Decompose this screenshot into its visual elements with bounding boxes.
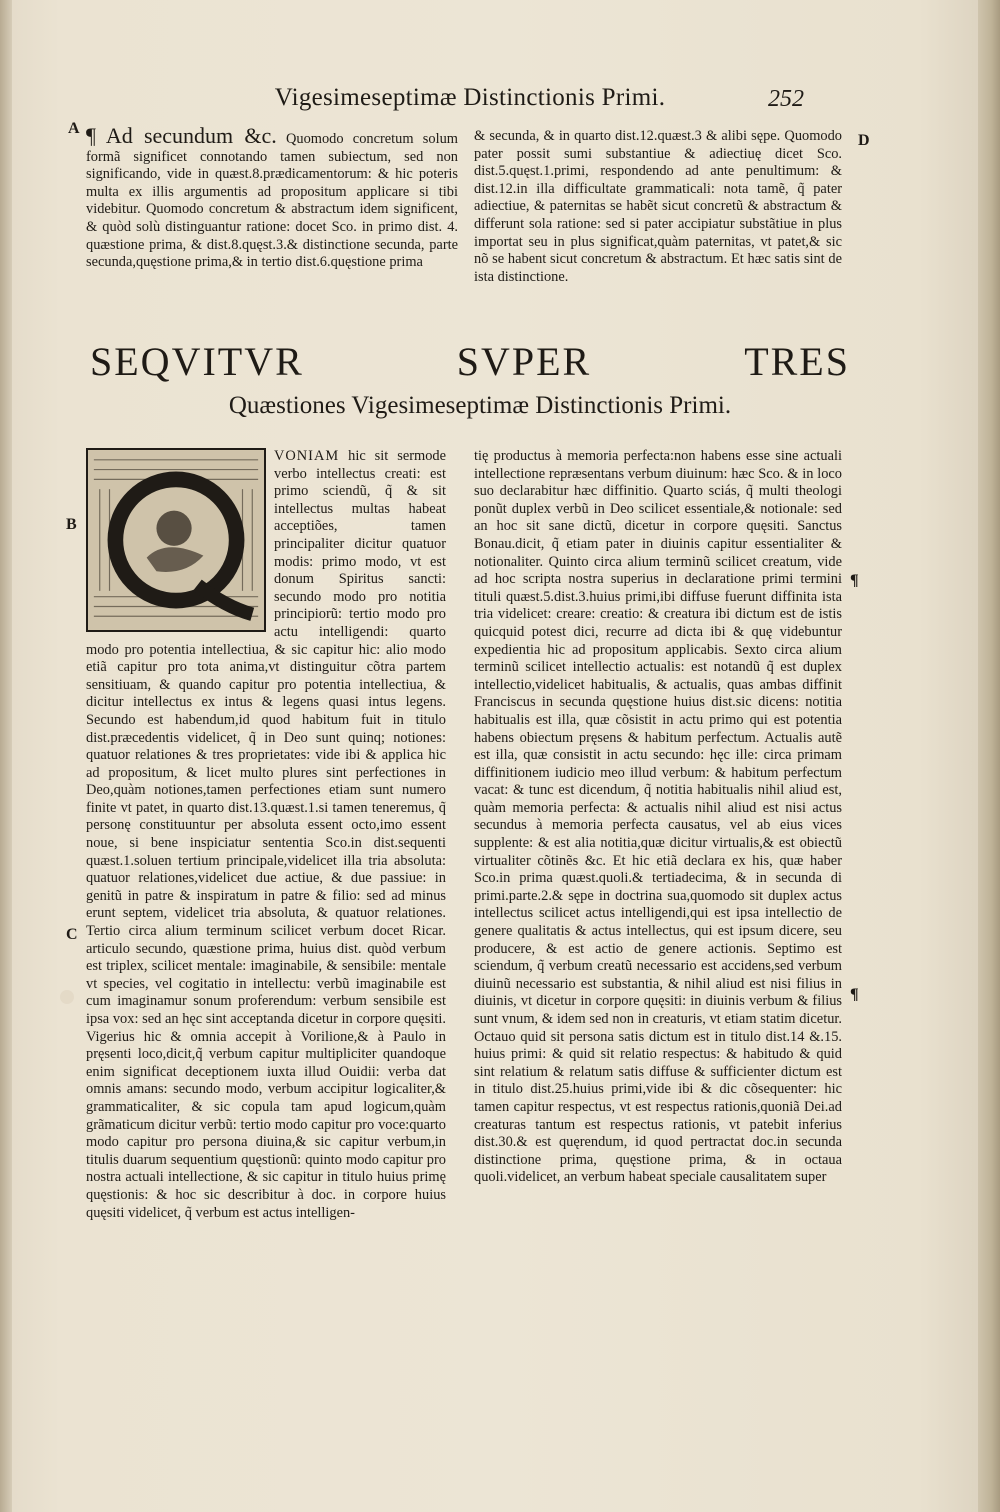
margin-mark-d: D	[858, 132, 870, 149]
margin-mark-b: B	[66, 516, 77, 533]
page-fore-edge	[978, 0, 1000, 1512]
banner-word: SVPER	[456, 339, 592, 384]
opening-word: VONIAM	[274, 448, 340, 464]
page-gutter	[0, 0, 12, 1512]
paragraph-text: & secunda, & in quarto dist.12.quæst.3 & alibi sępe. Quomodo pater possit sumi substantiue & adiectiuę dicet Sco. dist.5.quęst.1.primi, respondendo ad ante penultimum: & dist.12.in illa difficultate grammaticali: nota tamẽ, q̃ pater adiectiue, & paternitas se habẽt sicut concretũ & abstractum & differunt sola ratione: sed si pater accipiatur substãtiue in plus importat seu in plus significat,quàm paternitas, vt patet,& sic nõ se habent sicut concretum & abstractum. Et hæc satis sint de ista distinctione.	[474, 128, 842, 285]
banner-word: SEQVITVR	[90, 339, 304, 384]
margin-mark-pilcrow: ¶	[850, 986, 859, 1003]
paragraph-text: Quomodo concretum solum formã significet connotando tamen subiectum, sed non significando, vide in quæst.8.prædicamentorum: & hic poteris multa ex illis argumentis ad propositum applicare si tibi videbitur. Quomodo concretum & abstractum idem significent, & quòd solù distinguantur ratione: docet Sco. in primo dist. 4. quæstione prima, & dist.8.quęst.3.& distinctione secunda, parte secunda,quęstione prima,& in tertio dist.6.quęstione prima	[86, 131, 458, 271]
decorated-initial	[86, 448, 266, 632]
section-banner	[90, 338, 850, 385]
section-heading: Ad secundum &c.	[105, 123, 277, 148]
pilcrow-icon: ¶	[86, 123, 106, 148]
woodcut-initial-icon	[88, 450, 264, 630]
top-right-column	[474, 128, 842, 286]
section-subtitle: Quæstiones Vigesimeseptimæ Distinctionis Primi.	[228, 392, 732, 419]
banner-word: TRES	[744, 339, 850, 384]
body-text: hic sit sermode verbo intellectus creati: est primo sciendũ, q̃ & sit intellectus multas habeat acceptiões, tamen principaliter dicitur quatuor modis: primo modo, vt est donum Spiritus sancti: secundo modo pro notitia principiorũ: tertio modo pro actu intelligendi: quarto modo pro potentia intellectiua, & sic capitur hic: alio modo etiã capitur pro tota anima,vt distinguitur cõtra partem sensitiuam, & quando capitur pro potentia intellectiua, & dicitur intellectus ex intus & legens quasi intus legens. Secundo est habendum,id quod habitum fuit in titulo dist.præcedentis videlicet, q̃ in Deo sunt quinq; notiones: quatuor relationes & tres proprietates: vide ibi & applica hic ad propositum, & licet multo plures sint perfectiones in Deo,quàm notiones,tamen perfectiones etiam sunt numero finite vt patet, in quarto dist.13.quæst.1.si tamen teneremus, q̃ personę constituuntur per absoluta essent octo,imo essent noue, si bene inspiciatur sententia Sco.in dist.sequenti quæst.1.soluen tertium principale,videlicet illa tria absoluta: quatuor relationes,videlicet due actiue, & due passiue: in genitũ in patre & inspiratum in patre & filio: sed ad minus erunt septem, videlicet tria absoluta, & quatuor relationes. Tertio circa alium terminum scilicet verbum docet Ricar. articulo secundo, quæstione prima, huius dist. quòd verbum est triplex, scilicet mentale: imaginabile, & sensibile: mentale vt species, vel cogitatio in intellectu: verbũ imaginabile est cum imaginamur sonum proferendum: verbum sensibile est ipsa vox: sed an hęc sint acceptanda dicetur in corpore quęsiti. Vigerius hic & omnia accepit à Vorilione,& à Paulo in pręsenti loco,dicit,q̃ verbum capitur multipliciter quandoque enim significat deceptionem iuxta illud Ouidii: verba dat omnis amans: secundo modo, verbum accipitur logicaliter,& grammaticaliter, & sic copula tam apud logicum,quàm grãmaticum dicitur verbũ: tertio modo capitur pro voce:quarto modo capitur pro persona diuina,& sic capitur verbum,in titulis duarum sequentium quęstionũ: quinto modo capitur pro nostra actuali intellectione, & sic capitur in titulo huius primę quęstionis: & hoc sic describitur à doc. in corpore huius quęsiti videlicet, q̃ verbum est actus intelligen-	[86, 448, 446, 1221]
margin-mark-pilcrow: ¶	[850, 572, 859, 589]
ink-stain	[60, 990, 74, 1004]
paragraph-text: tię productus à memoria perfecta:non habens esse sine actuali intellectione repræsentans verbum diuinum: hæc Sco. & in loco suo declarabitur hæc diffinitio. Quarto sciás, q̃ multi theologi ponũt duplex verbũ in Deo scilicet essentiale,& notionale: sed an hoc sit sane dictũ, dicetur in corpore quęsiti. Sanctus Bonau.dicit, q̃ etiam pater in diuinis capitur essentialiter & notionaliter. Quinto circa alium terminũ scilicet creatum, vide ad hoc scripta nostra superius in declaratione primi termini tituli quæst.5.dist.3.huius primi,ibi diffuse fuerunt diffinita ista tria videlicet: creare: creatio: & creatura ibi dictum est de istis quicquid potest dici, recurre ad dicta ibi & quę videbuntur expedientia hic ad propositum applicabis. Sexto circa alium terminũ scilicet intellectio actualis: est notandũ q̃ est duplex intellectio,videlicet habitualis, & actualis, quas ambas diffinit Franciscus in secunda quęstione huius dist.sic dicens: notitia habitualis est illa, quæ cõsistit in actu primo qui est potentia habens obiectum pręsens & habitum perfectum. Actualis autẽ est illa, quæ consistit in actu secundo: hęc ille: circa primam diffinitionem iudicio meo illud verbum: & habitum perfectum vacat: & tunc est dicendum, q̃ notitia habitualis nihil aliud est, quàm memoria perfecta: & actualis nihil aliud est nisi actus secundus à memoria perfecta causatus, vel ab eius vices supplente: & est alia notitia,quæ dicitur virtualis,& est obiectũ virtualiter cõtinẽs &c. Et hic etiã declara ex his, quæ haber Sco.in prima quæst.quoli.& tertiadecima, & in secunda di primi.parte.2.& sępe in doctrina sua,quomodo sit duplex actus intellectus scilicet actus intelligendi,qui est ipsa intellectio de genere qualitatis & actus intellectus, qui est ipsum dicere, seu producere, & est actio de genere actionis. Septimo est sciendum, q̃ verbum creatũ necessario est accidens,sed verbum diuinũ necessario est substantia, & nihil aliud est nisi filius in diuinis, vt dicetur in corpore quęsiti: in diuinis verbum & filius sunt vnum, & idem sed non in creaturis, vt etiam statim dicetur. Octauo quid sit persona satis dictum est in titulo dist.14 &.15. huius primi: & quid sit relatio respectus: & habitudo & quid sint relatium & relatum satis diffuse & sufficienter dictum est in titulo dist.25.huius primi,vide ibi & dic cõsequenter: hic tamen capitur respectus, vt est respectus rationis,quoniã Dei.ad creaturas tantum est respectus rationis, vt patebit inferius dist.30.& est quęrendum, id quod pertractat doc.in secunda distinctione prima, quęstione prima, & in octaua quoli.videlicet, an verbum habeat speciale causalitatem super	[474, 448, 842, 1186]
margin-mark-a: A	[68, 120, 80, 137]
running-title: Vigesimeseptimæ Distinctionis Primi.	[274, 84, 666, 111]
folio-number: 252	[768, 86, 804, 112]
margin-mark-c: C	[66, 926, 78, 943]
left-column	[86, 448, 446, 1222]
right-column	[474, 448, 842, 1187]
top-left-column	[86, 124, 458, 272]
